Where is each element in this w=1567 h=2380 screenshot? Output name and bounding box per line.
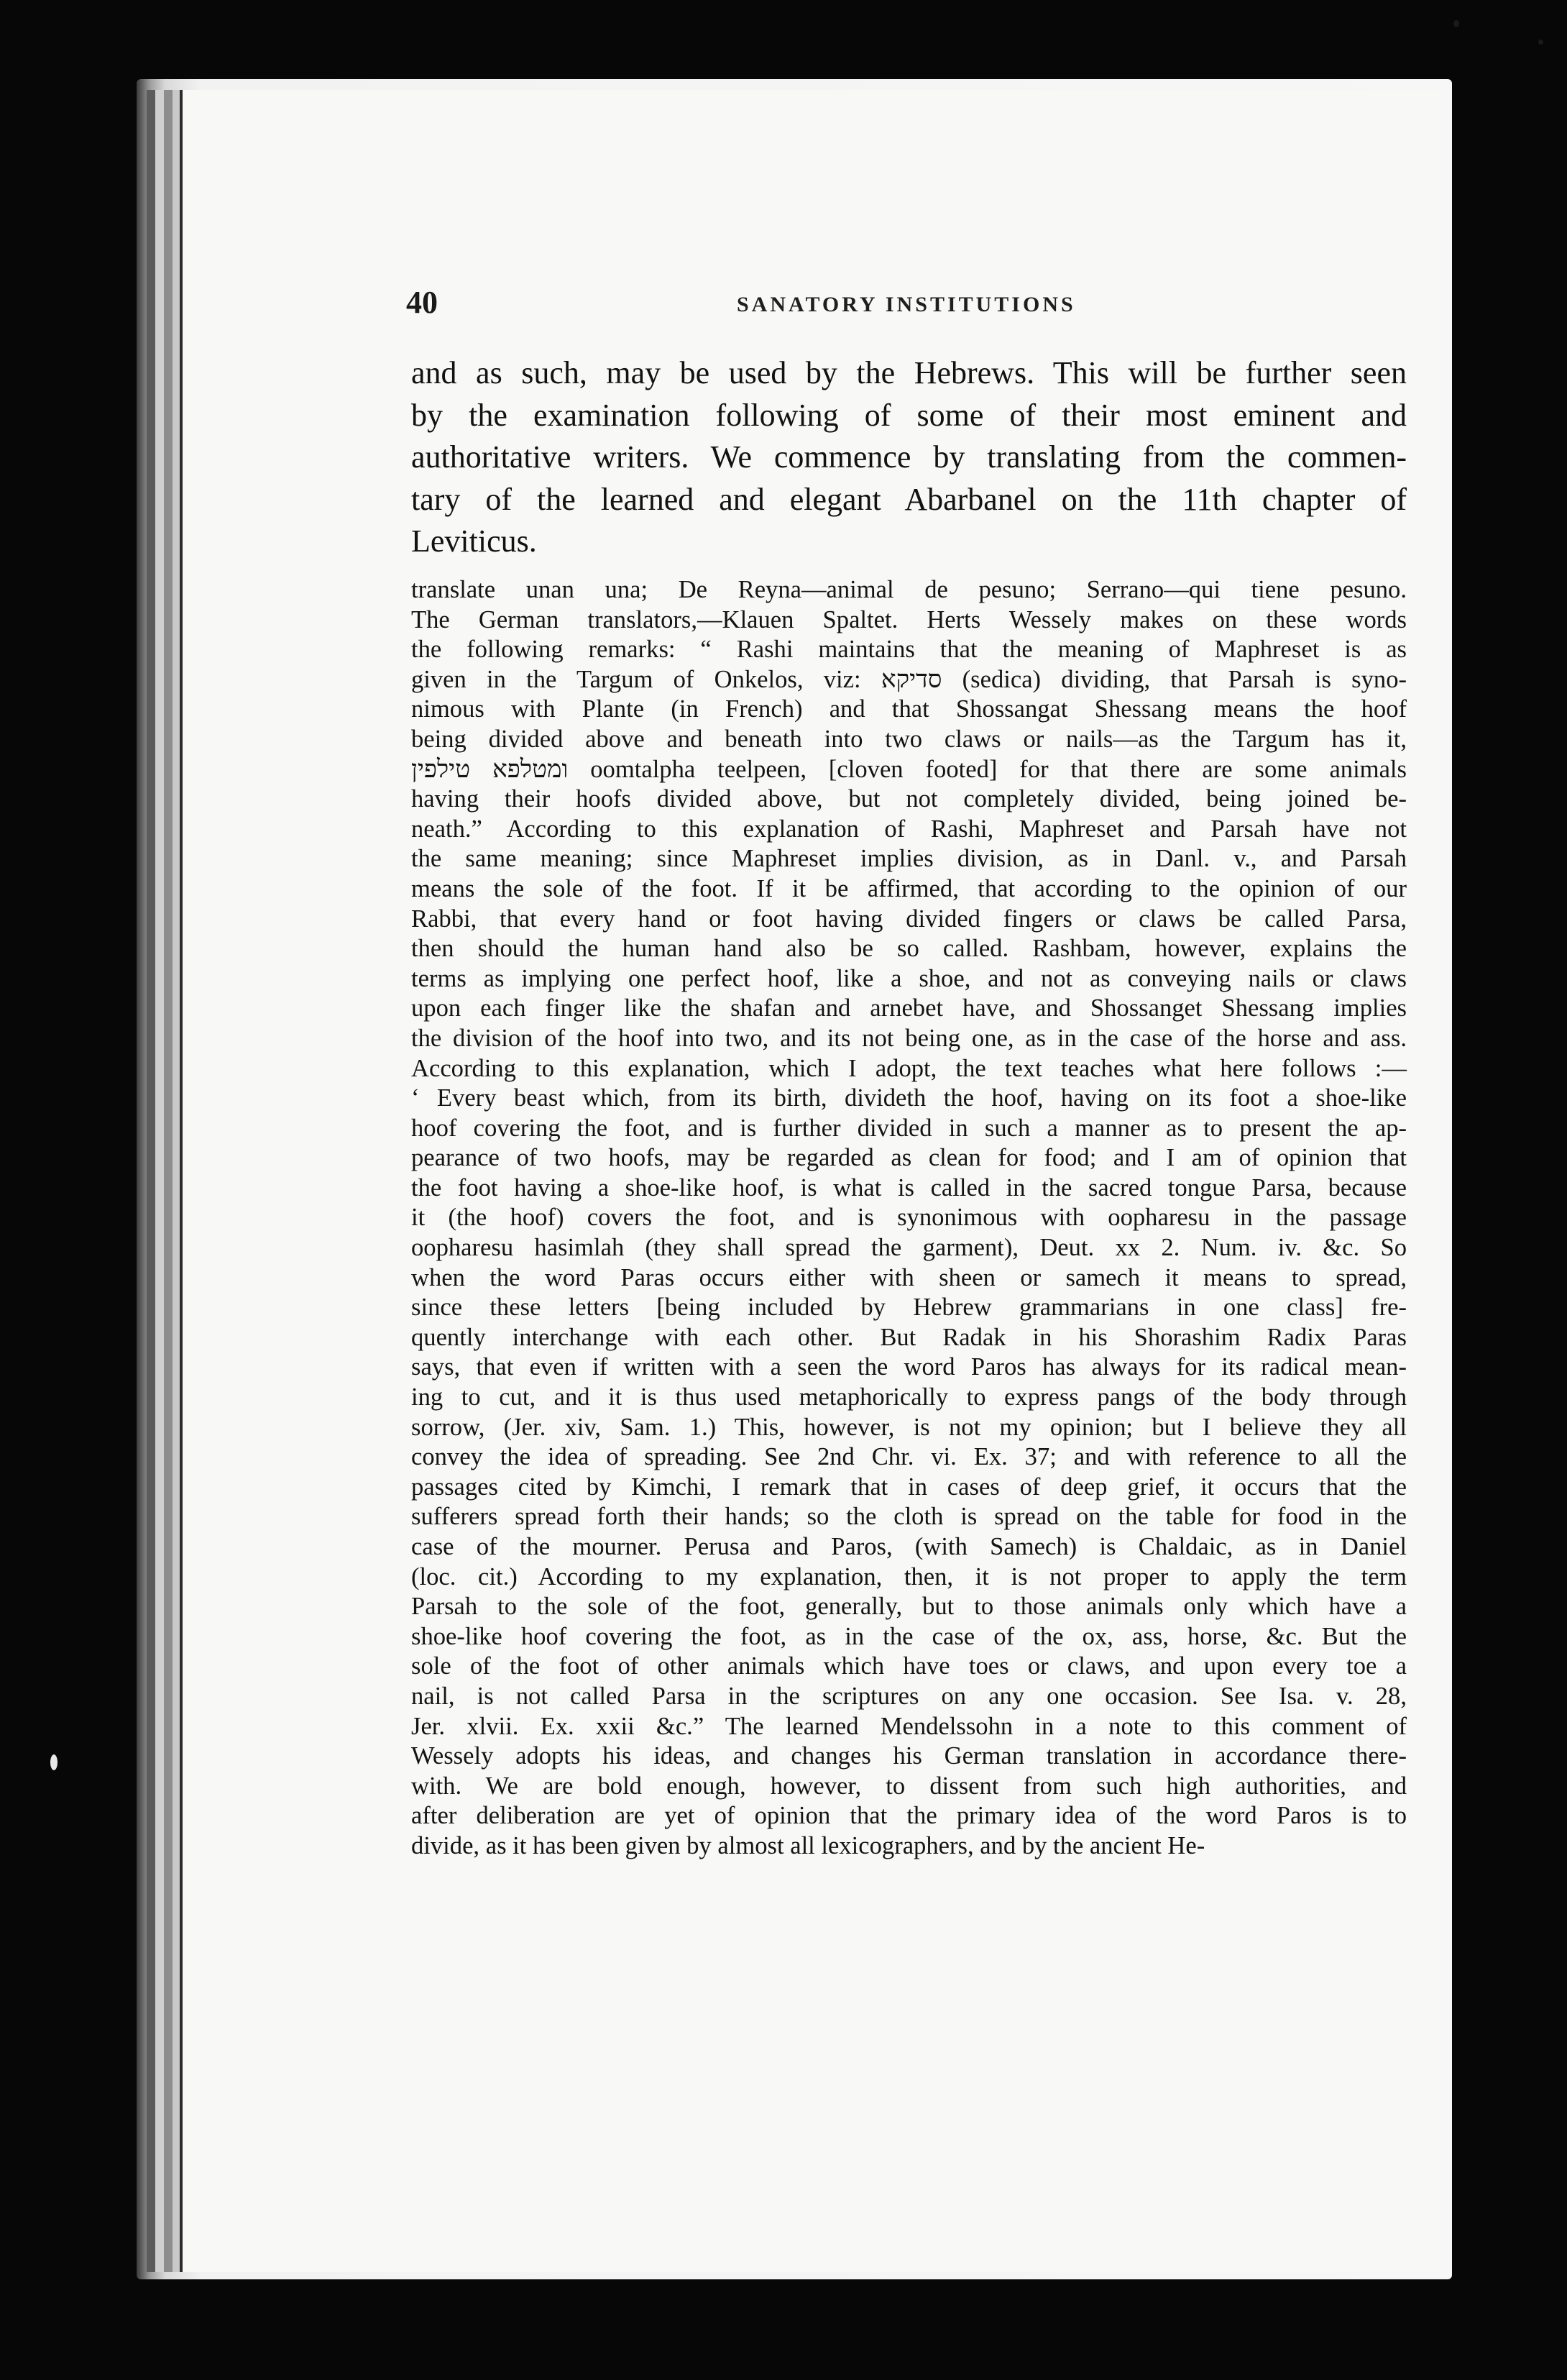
- text-line: the division of the hoof into two, and its not being one, as in the case of the horse and ass.: [411, 1024, 1407, 1052]
- text-line: neath.” According to this explanation of Rashi, Maphreset and Parsah have not: [411, 815, 1407, 843]
- text-line: Rabbi, that every hand or foot having divided fingers or claws be called Parsa,: [411, 905, 1407, 933]
- text-line: nimous with Plante (in French) and that Shossangat Shessang means the hoof: [411, 695, 1407, 723]
- text-line: translate unan una; De Reyna—animal de pesuno; Serrano—qui tiene pesuno.: [411, 576, 1407, 603]
- text-line: nail, is not called Parsa in the scriptures on any one occasion. See Isa. v. 28,: [411, 1682, 1407, 1710]
- text-line: The German translators,—Klauen Spaltet. Herts Wessely makes on these words: [411, 605, 1407, 633]
- text-line: the same meaning; since Maphreset implies division, as in Danl. v., and Parsah: [411, 845, 1407, 873]
- text-line: quently interchange with each other. But Radak in his Shorashim Radix Paras: [411, 1323, 1407, 1351]
- text-line: According to this explanation, which I adopt, the text teaches what here follows :—: [411, 1054, 1407, 1082]
- text-line: ‘ Every beast which, from its birth, divideth the hoof, having on its foot a shoe-like: [411, 1084, 1407, 1112]
- text-line: when the word Paras occurs either with sheen or samech it means to spread,: [411, 1263, 1407, 1291]
- text-line: means the sole of the foot. If it be affirmed, that according to the opinion of our: [411, 874, 1407, 902]
- text-line: Wessely adopts his ideas, and changes his German translation in accordance there-: [411, 1742, 1407, 1770]
- text-line: convey the idea of spreading. See 2nd Chr. vi. Ex. 37; and with reference to all the: [411, 1443, 1407, 1471]
- text-line: shoe-like hoof covering the foot, as in the case of the ox, ass, horse, &c. But the: [411, 1622, 1407, 1650]
- text-line: the following remarks: “ Rashi maintains that the meaning of Maphreset is as: [411, 636, 1407, 664]
- text-line: then should the human hand also be so called. Rashbam, however, explains the: [411, 935, 1407, 963]
- lead-paragraph: [411, 352, 1407, 563]
- text-line: Leviticus.: [411, 523, 537, 559]
- text-line: given in the Targum of Onkelos, viz: סדיקא (sedica) dividing, that Parsah is syno-: [411, 665, 1407, 693]
- text-line: the foot having a shoe-like hoof, is what is called in the sacred tongue Parsa, because: [411, 1173, 1407, 1202]
- running-head: SANATORY INSTITUTIONS: [737, 293, 1076, 316]
- scan-speck: [50, 1754, 58, 1770]
- note-paragraph: [411, 575, 1407, 1862]
- text-line: oopharesu hasimlah (they shall spread the garment), Deut. xx 2. Num. iv. &c. So: [411, 1234, 1407, 1262]
- text-line: tary of the learned and elegant Abarbanel on the 11th chapter of: [411, 481, 1407, 517]
- text-line: upon each finger like the shafan and arnebet have, and Shossanget Shessang implies: [411, 994, 1407, 1022]
- text-line: Jer. xlvii. Ex. xxii &c.” The learned Mendelssohn in a note to this comment of: [411, 1712, 1407, 1740]
- text-line: by the examination following of some of their most eminent and: [411, 397, 1407, 433]
- text-line: with. We are bold enough, however, to dissent from such high authorities, and: [411, 1772, 1407, 1800]
- text-line: sole of the foot of other animals which have toes or claws, and upon every toe a: [411, 1652, 1407, 1680]
- text-line: since these letters [being included by Hebrew grammarians in one class] fre-: [411, 1294, 1407, 1322]
- text-line: and as such, may be used by the Hebrews. This will be further seen: [411, 355, 1407, 390]
- text-line: terms as implying one perfect hoof, like a shoe, and not as conveying nails or claws: [411, 964, 1407, 992]
- text-line: authoritative writers. We commence by translating from the commen-: [411, 439, 1407, 475]
- text-line: Parsah to the sole of the foot, generally, but to those animals only which have a: [411, 1593, 1407, 1621]
- text-line: after deliberation are yet of opinion that the primary idea of the word Paros is to: [411, 1802, 1407, 1830]
- text-line: ing to cut, and it is thus used metaphorically to express pangs of the body through: [411, 1383, 1407, 1411]
- text-line: divide, as it has been given by almost all lexicographers, and by the ancient He-: [411, 1831, 1205, 1859]
- page-header: [406, 284, 1427, 327]
- scan-speck: [1538, 40, 1543, 45]
- text-line: pearance of two hoofs, may be regarded as clean for food; and I am of opinion that: [411, 1144, 1407, 1172]
- scan-speck: [1453, 20, 1459, 27]
- text-line: passages cited by Kimchi, I remark that in cases of deep grief, it occurs that the: [411, 1473, 1407, 1501]
- text-line: having their hoofs divided above, but not completely divided, being joined be-: [411, 785, 1407, 813]
- text-line: hoof covering the foot, and is further divided in such a manner as to present the ap-: [411, 1114, 1407, 1142]
- text-line: (loc. cit.) According to my explanation, then, it is not proper to apply the term: [411, 1562, 1407, 1591]
- text-line: sufferers spread forth their hands; so the cloth is spread on the table for food in the: [411, 1503, 1407, 1531]
- text-line: case of the mourner. Perusa and Paros, (with Samech) is Chaldaic, as in Daniel: [411, 1533, 1407, 1560]
- text-line: sorrow, (Jer. xiv, Sam. 1.) This, however, is not my opinion; but I believe they all: [411, 1413, 1407, 1441]
- text-line: ומטלפא טילפין oomtalpha teelpeen, [cloven footed] for that there are some animals: [411, 755, 1407, 783]
- text-line: it (the hoof) covers the foot, and is synonimous with oopharesu in the passage: [411, 1204, 1407, 1232]
- page-number: 40: [406, 285, 438, 320]
- text-line: says, that even if written with a seen the word Paros has always for its radical mean-: [411, 1353, 1407, 1381]
- text-line: being divided above and beneath into two claws or nails—as the Targum has it,: [411, 725, 1407, 753]
